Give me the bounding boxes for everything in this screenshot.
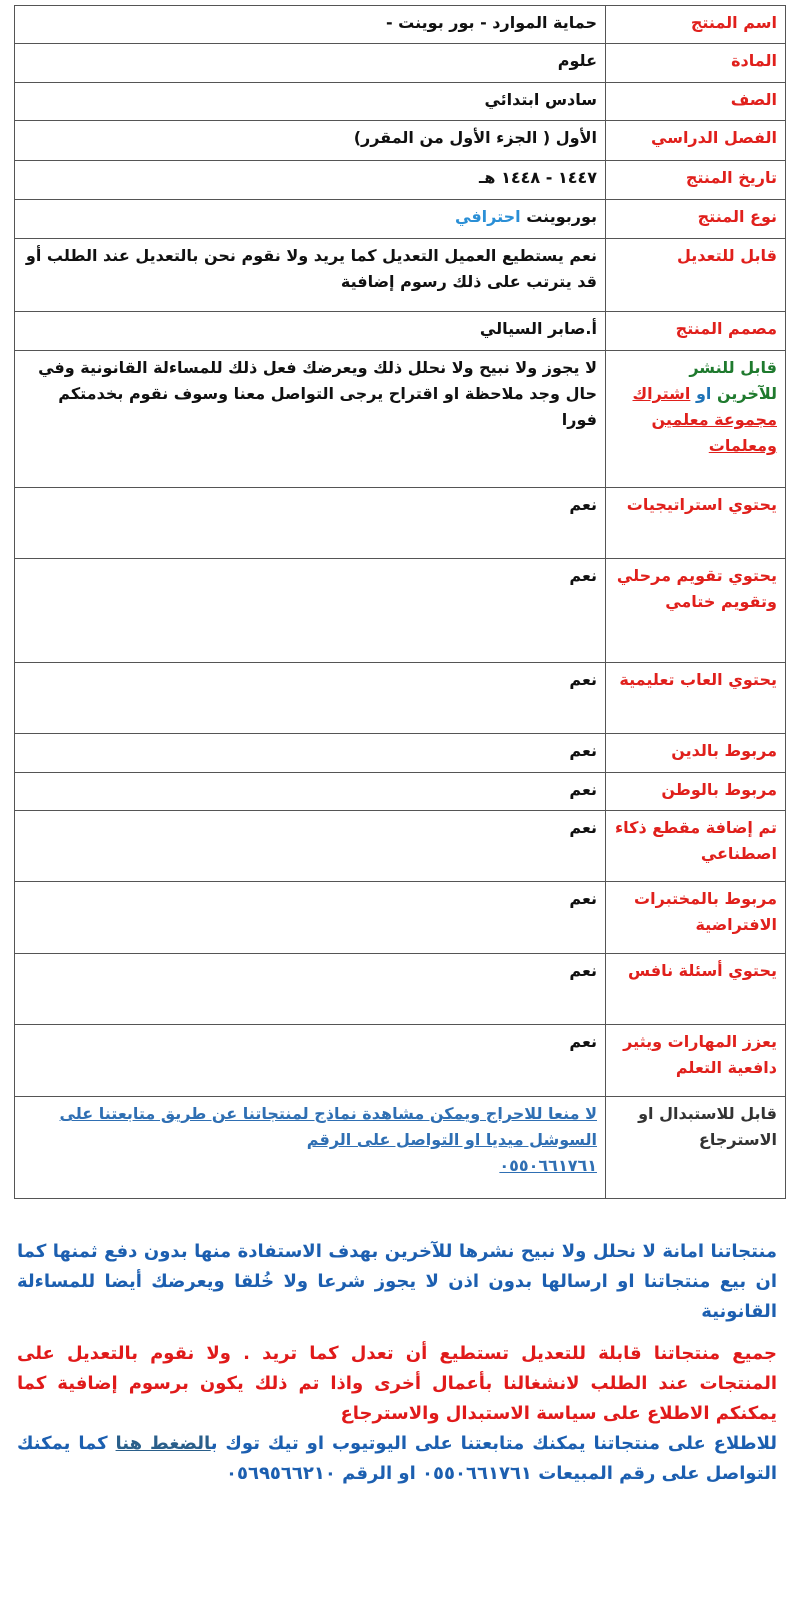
row-value: نعم [15,773,606,811]
table-row [15,811,786,882]
row-label: اسم المنتج [606,6,786,44]
label-part: للآخرين [716,384,777,403]
row-label: يحتوي أسئلة نافس [606,954,786,1025]
row-value: نعم [15,734,606,773]
row-value: نعم [15,663,606,734]
row-value: نعم [15,882,606,954]
notes-section [17,1237,777,1489]
row-label: المادة [606,44,786,83]
row-label: قابل للاستبدال او الاسترجاع [606,1097,786,1199]
row-label: مربوط بالوطن [606,773,786,811]
product-type: بوربوينت [526,207,597,226]
return-policy-text: لا منعا للاحراج ويمكن مشاهدة نماذج لمنتجاتنا عن طريق متابعتنا على السوشل ميديا او التواصل على الرقم [59,1104,597,1149]
row-value: الأول ( الجزء الأول من المقرر) [15,121,606,161]
row-label: قابل للتعديل [606,239,786,312]
phone-number: ٠٥٥٠٦٦١٧٦١ [499,1156,597,1175]
table-row [15,1097,786,1199]
note-trust: منتجاتنا امانة لا نحلل ولا نبيح نشرها للآخرين بهدف الاستفادة منها بدون دفع ثمنها كما ان بيع منتجاتنا او ارسالها بدون اذن لا يجوز شرعا ولا خُلقا ويعرضك أيضا للمساءلة القانونية [17,1241,777,1322]
row-label: تم إضافة مقطع ذكاء اصطناعي [606,811,786,882]
note-contact-phones: كما يمكنك التواصل على رقم المبيعات ٠٥٥٠٦٦١٧٦١ او الرقم ٠٥٦٩٥٦٦٢١٠ [17,1433,777,1484]
row-value: نعم [15,559,606,663]
note-contact [17,1429,777,1489]
table-row [15,488,786,559]
label-part: او [695,384,712,403]
row-value: نعم [15,1025,606,1097]
table-row [15,351,786,488]
row-value: حماية الموارد - بور بوينت - [15,6,606,44]
row-value: نعم [15,954,606,1025]
table-row [15,83,786,121]
row-label: تاريخ المنتج [606,161,786,200]
row-value: نعم [15,488,606,559]
row-value [15,200,606,239]
table-row [15,559,786,663]
table-row [15,44,786,83]
label-part: قابل للنشر [689,358,777,377]
product-info-table [14,5,786,1199]
row-value: نعم يستطيع العميل التعديل كما يريد ولا نقوم نحن بالتعديل عند الطلب أو قد يترتب على ذلك رسوم إضافية [15,239,606,312]
note-editing: جميع منتجاتنا قابلة للتعديل تستطيع أن تعدل كما تريد . ولا نقوم بالتعديل على المنتجات عند الطلب لانشغالنا بأعمال أخرى واذا تم ذلك يكون برسوم إضافية كما يمكنكم الاطلاع على سياسة الاستبدال والاسترجاع [17,1343,777,1424]
row-label: يعزز المهارات ويثير دافعية التعلم [606,1025,786,1097]
row-label: مصمم المنتج [606,312,786,351]
row-label [606,351,786,488]
row-label: يحتوي تقويم مرحلي وتقويم ختامي [606,559,786,663]
row-label: مربوط بالمختبرات الافتراضية [606,882,786,954]
table-row [15,734,786,773]
row-label: نوع المنتج [606,200,786,239]
table-row [15,773,786,811]
row-label: يحتوي العاب تعليمية [606,663,786,734]
row-label: الصف [606,83,786,121]
product-type-quality: احترافي [455,207,521,226]
note-contact-text: للاطلاع على منتجاتنا يمكنك متابعتنا على اليوتيوب او تيك توك ب [210,1433,778,1454]
row-value: ١٤٤٧ - ١٤٤٨ هـ [15,161,606,200]
row-label: مربوط بالدين [606,734,786,773]
row-value [15,1097,606,1199]
label-part: اشتراك مجموعة معلمين ومعلمات [632,384,777,455]
table-row [15,200,786,239]
row-label: يحتوي استراتيجيات [606,488,786,559]
row-value: سادس ابتدائي [15,83,606,121]
table-row [15,312,786,351]
table-row [15,882,786,954]
table-row [15,954,786,1025]
click-here-link[interactable]: الضغط هنا [115,1433,211,1454]
table-row [15,121,786,161]
row-value: علوم [15,44,606,83]
row-value: لا يجوز ولا نبيح ولا نحلل ذلك ويعرضك فعل ذلك للمساءلة القانونية وفي حال وجد ملاحظة او اقتراح يرجى التواصل معنا وسوف نقوم بخدمتكم فورا [15,351,606,488]
table-row [15,161,786,200]
table-row [15,239,786,312]
table-row [15,663,786,734]
row-label: الفصل الدراسي [606,121,786,161]
designer-name: أ.صابر السيالي [15,312,606,351]
row-value: نعم [15,811,606,882]
table-row [15,6,786,44]
table-row [15,1025,786,1097]
